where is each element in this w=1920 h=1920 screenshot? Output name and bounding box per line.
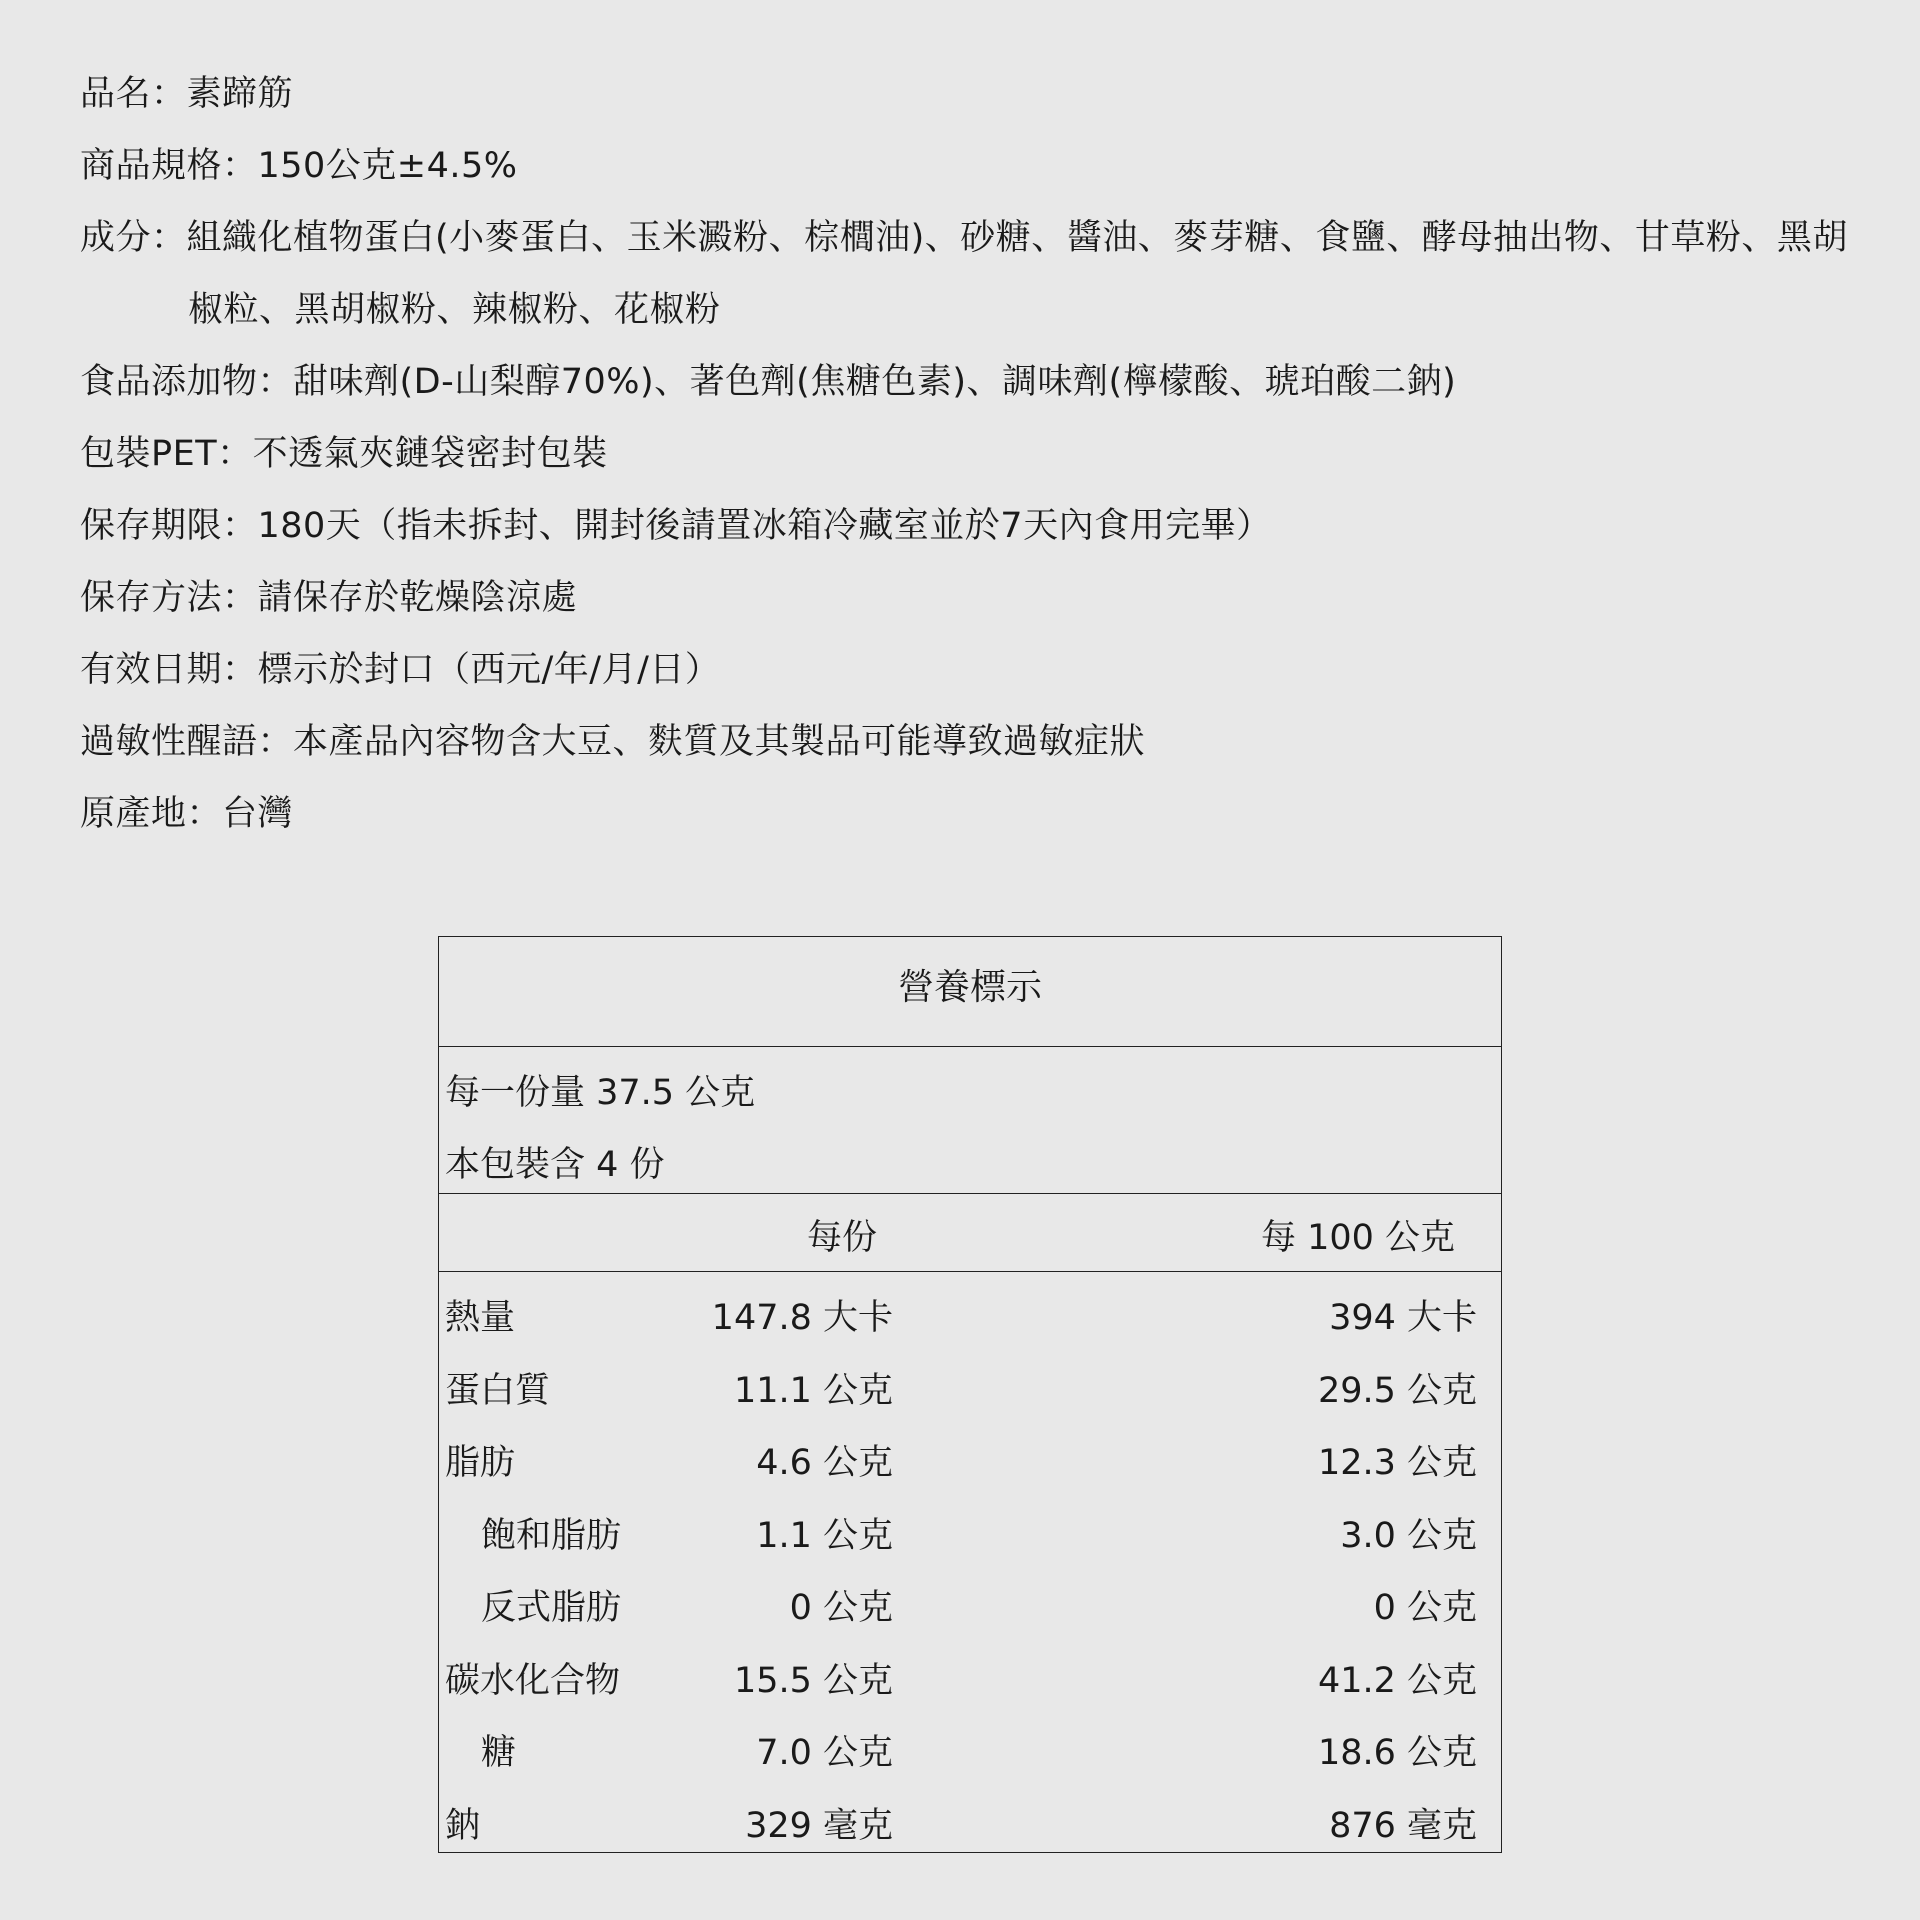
nutrition-facts-table xyxy=(438,936,1502,1853)
per-serving-value: 147.8 大卡 xyxy=(711,1298,893,1338)
nutrient-row-sugar xyxy=(439,1717,1501,1790)
nutrition-title: 營養標示 xyxy=(439,937,1501,1047)
per-serving-value: 0 公克 xyxy=(789,1588,893,1628)
per-serving-value: 7.0 公克 xyxy=(756,1733,893,1773)
ingredients-continuation-line: 椒粒、黑胡椒粉、辣椒粉、花椒粉 xyxy=(188,290,721,330)
nutrient-name: 鈉 xyxy=(445,1805,481,1846)
ingredients-line: 成分：組織化植物蛋白(小麥蛋白、玉米澱粉、棕櫚油)、砂糖、醬油、麥芽糖、食鹽、酵母抽出物、甘草粉、黑胡 xyxy=(80,218,1848,258)
per-serving-value: 329 毫克 xyxy=(745,1805,893,1846)
nutrient-row-trans-fat xyxy=(439,1572,1501,1645)
nutrient-name: 蛋白質 xyxy=(445,1370,551,1411)
per-100g-value: 29.5 公克 xyxy=(1317,1370,1477,1411)
nutrient-name: 糖 xyxy=(481,1733,517,1773)
per-serving-value: 11.1 公克 xyxy=(733,1370,893,1411)
column-headers xyxy=(439,1194,1501,1272)
nutrient-row-saturated-fat xyxy=(439,1500,1501,1573)
shelf-life-line: 保存期限：180天（指未拆封、開封後請置冰箱冷藏室並於7天內食用完畢） xyxy=(80,506,1272,546)
column-per-100g: 每 100 公克 xyxy=(1261,1218,1456,1258)
per-100g-value: 3.0 公克 xyxy=(1340,1515,1477,1556)
storage-method-line: 保存方法：請保存於乾燥陰涼處 xyxy=(80,578,578,618)
per-100g-value: 12.3 公克 xyxy=(1317,1443,1477,1483)
per-serving-value: 1.1 公克 xyxy=(756,1515,893,1556)
origin-line: 原產地：台灣 xyxy=(80,794,294,834)
per-serving-value: 15.5 公克 xyxy=(733,1660,893,1701)
product-info xyxy=(80,58,1880,850)
per-100g-value: 394 大卡 xyxy=(1329,1298,1477,1338)
nutrient-name: 熱量 xyxy=(445,1298,516,1338)
nutrient-name: 碳水化合物 xyxy=(445,1660,621,1701)
nutrient-name: 反式脂肪 xyxy=(481,1588,622,1628)
serving-info xyxy=(439,1047,1501,1194)
product-spec-line: 商品規格：150公克±4.5% xyxy=(80,146,518,186)
nutrient-row-fat xyxy=(439,1427,1501,1500)
nutrient-row-carbohydrates xyxy=(439,1645,1501,1718)
per-serving-value: 4.6 公克 xyxy=(756,1443,893,1483)
nutrient-row-sodium xyxy=(439,1790,1501,1863)
serving-size: 每一份量 37.5 公克 xyxy=(445,1073,756,1113)
column-per-serving: 每份 xyxy=(807,1218,878,1258)
per-100g-value: 876 毫克 xyxy=(1329,1805,1477,1846)
product-name-line: 品名：素蹄筋 xyxy=(80,74,294,114)
per-100g-value: 41.2 公克 xyxy=(1317,1660,1477,1701)
nutrient-row-calories xyxy=(439,1282,1501,1355)
food-additives-line: 食品添加物：甜味劑(D-山梨醇70%)、著色劑(焦糖色素)、調味劑(檸檬酸、琥珀酸二鈉) xyxy=(80,362,1457,402)
nutrient-name: 飽和脂肪 xyxy=(481,1515,622,1556)
allergen-warning-line: 過敏性醒語：本產品內容物含大豆、麩質及其製品可能導致過敏症狀 xyxy=(80,722,1146,762)
per-100g-value: 18.6 公克 xyxy=(1317,1733,1477,1773)
expiry-date-line: 有效日期：標示於封口（西元/年/月/日） xyxy=(80,650,721,690)
nutrient-rows xyxy=(439,1272,1501,1862)
nutrient-row-protein xyxy=(439,1355,1501,1428)
per-100g-value: 0 公克 xyxy=(1373,1588,1477,1628)
packaging-line: 包裝PET：不透氣夾鏈袋密封包裝 xyxy=(80,434,608,474)
nutrient-name: 脂肪 xyxy=(445,1443,516,1483)
servings-per-package: 本包裝含 4 份 xyxy=(445,1145,665,1185)
